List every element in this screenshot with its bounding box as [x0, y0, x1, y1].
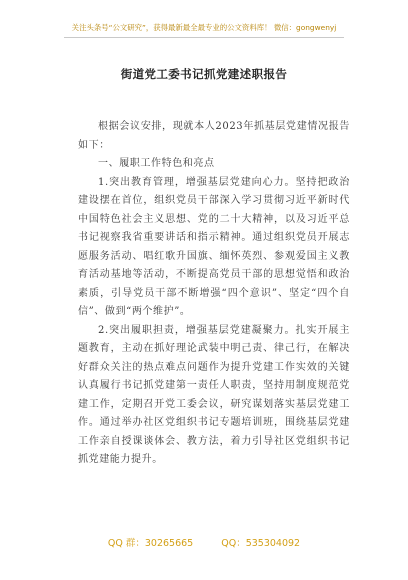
- header-banner: 关注头条号“公文研究”，获得最新最全最专业的公文资料库！ 微信：gongwenyj: [71, 23, 337, 32]
- footer-contact: [0, 535, 408, 549]
- qq-group-number: QQ 群：30265665: [107, 538, 194, 549]
- body-paragraph-1: 1.突出教育管理，增强基层党建向心力。坚持把政治建设摆在首位，组织党员干部深入学习贯彻习近平新时代中国特色社会主义思想、党的二十大精神，以及习近平总书记视察我省重要讲话和指示精神。通过组织党员开展志愿服务活动、唱红歌升国旗、缅怀英烈、参观爱国主义教育活动基地等活动，不断提高党员干部的思想觉悟和政治素质，引导党员干部不断增强“四个意识”、坚定“四个自信”、做到“两个维护”。: [78, 176, 350, 317]
- body-paragraph-2: 2.突出履职担责，增强基层党建凝聚力。扎实开展主题教育，主动在抓好理论武装中明己责、律己行，在解决好群众关注的热点难点问题作为提升党建工作实效的关键认真履行书记抓党建第一责任人职责，坚持用制度规范党建工作，定期召开党工委会议，研究谋划落实基层党建工作。通过举办社区党组织书记专题培训班，围绕基层党建工作亲自授课谈体会、教方法，着力引导社区党组织书记抓党建能力提升。: [78, 324, 350, 465]
- qq-number: QQ：535304092: [221, 538, 301, 549]
- page-title: 街道党工委书记抓党建述职报告: [120, 67, 288, 81]
- section-heading: 一、履职工作特色和亮点: [98, 158, 215, 169]
- header-divider: [64, 37, 344, 38]
- intro-paragraph: 根据会议安排，现就本人2023年抓基层党建情况报告如下：: [78, 121, 350, 151]
- document-body: [78, 118, 350, 470]
